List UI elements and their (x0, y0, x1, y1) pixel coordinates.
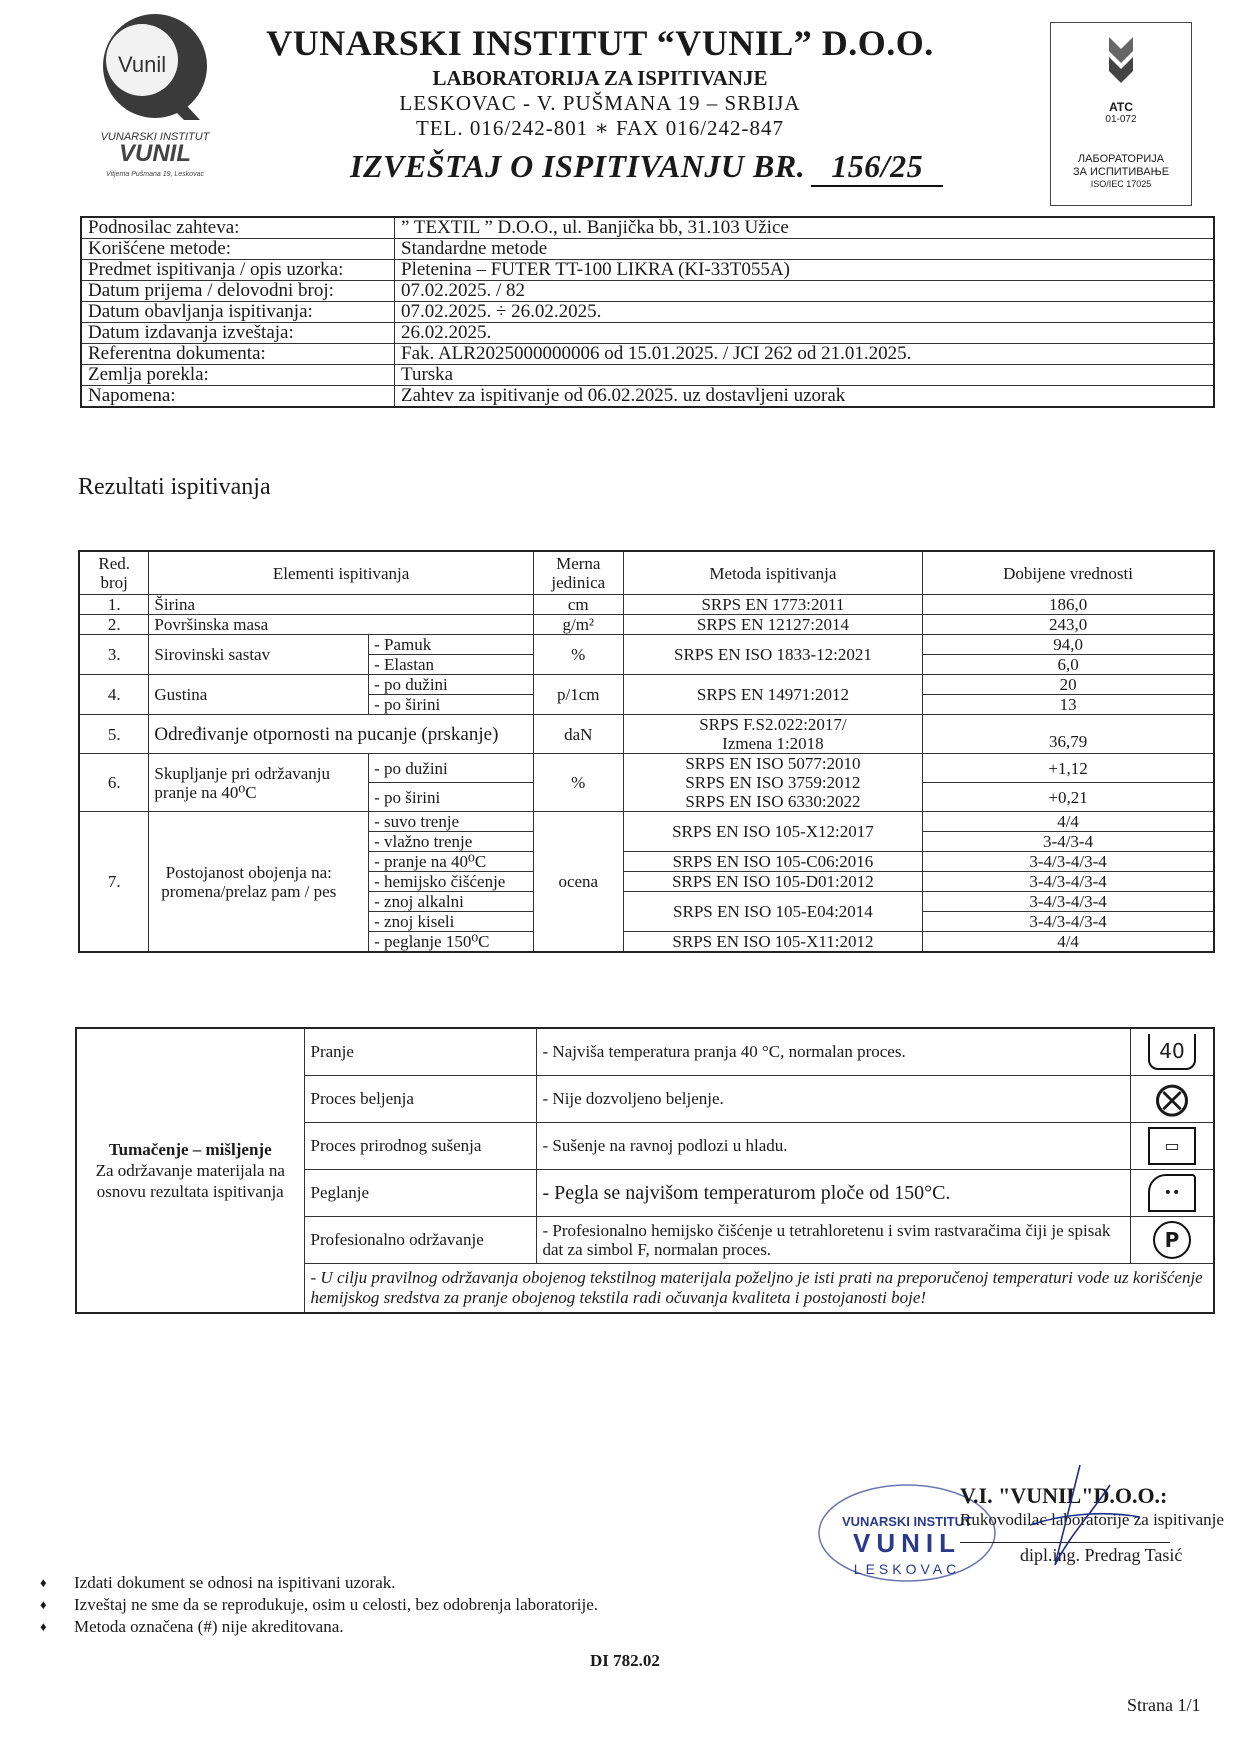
row-method: SRPS EN 1773:2011 (623, 595, 922, 615)
results-header-row (79, 551, 1214, 595)
info-value: 07.02.2025. ÷ 26.02.2025. (395, 302, 1215, 323)
row-no: 6. (79, 754, 149, 812)
institute-logo (80, 8, 230, 188)
method-line: SRPS EN ISO 3759:2012 (685, 773, 861, 792)
info-label: Datum prijema / delovodni broj: (81, 281, 395, 302)
row-no: 7. (79, 812, 149, 953)
info-label: Datum izdavanja izveštaja: (81, 323, 395, 344)
info-row (81, 365, 1214, 386)
info-value: Standardne metode (395, 239, 1215, 260)
info-row (81, 386, 1214, 408)
results-section-title: Rezultati ispitivanja (78, 474, 271, 500)
atc-number: 01-072 (1105, 114, 1137, 125)
care-label: Peglanje (304, 1170, 536, 1217)
care-note: - U cilju pravilnog održavanja obojenog tekstilnog materijala poželjno je isti prati na preporučenoj temperaturi vode uz korišćenje hemijskog sredstva za pranje obojenog tekstila radi očuvanja kvaliteta i postojanosti boje! (304, 1264, 1214, 1314)
interpretation-subtitle: Za održavanje materijala na osnovu rezultata ispitivanja (95, 1161, 285, 1201)
header-method: Metoda ispitivanja (623, 551, 922, 595)
header-unit: Merna jedinica (533, 551, 623, 595)
table-row (79, 635, 1214, 655)
row-name: Određivanje otpornosti na pucanje (prskanje) (149, 715, 533, 754)
row-sub: - Pamuk (369, 635, 534, 655)
row-value: 20 (923, 675, 1214, 695)
care-text: - Pegla se najvišom temperaturom ploče od 150°C. (536, 1170, 1131, 1217)
info-label: Predmet ispitivanja / opis uzorka: (81, 260, 395, 281)
row-value: +1,12 (923, 754, 1214, 783)
info-label: Napomena: (81, 386, 395, 408)
footer-note: ♦ Metoda označena (#) nije akreditovana. (40, 1616, 598, 1638)
row-value: 3-4/3-4/3-4 (923, 852, 1214, 872)
row-sub: - hemijsko čišćenje (369, 872, 534, 892)
row-value: 3-4/3-4 (923, 832, 1214, 852)
method-line: SRPS EN ISO 5077:2010 (685, 754, 861, 773)
row-method: SRPS EN ISO 105-E04:2014 (623, 892, 922, 932)
report-title (350, 148, 943, 187)
row-method: SRPS EN ISO 105-C06:2016 (623, 852, 922, 872)
row-value: 3-4/3-4/3-4 (923, 912, 1214, 932)
logo-sub2: VUNIL (119, 140, 191, 167)
row-value: 186,0 (923, 595, 1214, 615)
info-row (81, 239, 1214, 260)
row-sub: - znoj alkalni (369, 892, 534, 912)
handwritten-signature (1010, 1455, 1160, 1575)
care-row (76, 1028, 1214, 1076)
atc-code: ATC (1109, 100, 1133, 114)
care-text: - Nije dozvoljeno beljenje. (536, 1076, 1131, 1123)
flat-dry-shade-icon: ▭ (1148, 1127, 1196, 1165)
info-label: Podnosilac zahteva: (81, 217, 395, 239)
atc-lab-line2: ЗА ИСПИТИВАЊЕ (1072, 166, 1170, 178)
stamp-line1: VUNARSKI INSTITUT (842, 1514, 972, 1529)
no-bleach-icon: ⨂ (1155, 1079, 1189, 1119)
row-unit: % (533, 635, 623, 675)
header-no: Red. broj (79, 551, 149, 595)
atc-lab-line1: ЛАБОРАТОРИЈА (1077, 153, 1165, 165)
info-value: ” TEXTIL ” D.O.O., ul. Banjička bb, 31.103 Užice (395, 217, 1215, 239)
row-method: SRPS EN 12127:2014 (623, 615, 922, 635)
document-code: DI 782.02 (590, 1651, 660, 1670)
row-value: 3-4/3-4/3-4 (923, 872, 1214, 892)
row-sub: - Elastan (369, 655, 534, 675)
row-name: Gustina (149, 675, 369, 715)
row-value: +0,21 (923, 783, 1214, 812)
row-sub: - vlažno trenje (369, 832, 534, 852)
interpretation-title: Tumačenje – mišljenje (108, 1140, 272, 1159)
address: LESKOVAC - V. PUŠMANA 19 – SRBIJA (399, 91, 801, 115)
info-label: Referentna dokumenta: (81, 344, 395, 365)
info-row (81, 217, 1214, 239)
lab-name: LABORATORIJA ZA ISPITIVANJE (432, 66, 768, 90)
row-value: 6,0 (923, 655, 1214, 675)
row-method: SRPS EN ISO 105-X12:2017 (623, 812, 922, 852)
care-label: Pranje (304, 1028, 536, 1076)
info-label: Korišćene metode: (81, 239, 395, 260)
row-name: Skupljanje pri održavanju pranje na 40⁰C (149, 754, 369, 812)
table-row (79, 715, 1214, 754)
row-value: 36,79 (923, 715, 1214, 754)
table-row (79, 595, 1214, 615)
row-sub: - peglanje 150⁰C (369, 932, 534, 953)
row-name: Širina (149, 595, 533, 615)
row-no: 1. (79, 595, 149, 615)
info-row (81, 281, 1214, 302)
method-line: Izmena 1:2018 (722, 734, 824, 753)
row-sub: - po dužini (369, 675, 534, 695)
care-text: - Sušenje na ravnoj podlozi u hladu. (536, 1123, 1131, 1170)
row-name: Sirovinski sastav (149, 635, 369, 675)
row-sub: - po širini (369, 783, 534, 812)
care-label: Profesionalno održavanje (304, 1217, 536, 1264)
info-value: 26.02.2025. (395, 323, 1215, 344)
row-unit: % (533, 754, 623, 812)
footer-notes (40, 1572, 598, 1638)
row-sub: - po širini (369, 695, 534, 715)
care-text: - Profesionalno hemijsko čišćenje u tetrahloretenu i svim rastvaračima čiji je spisak dat za simbol F, normalan proces. (536, 1217, 1131, 1264)
table-row (79, 675, 1214, 695)
info-label: Datum obavljanja ispitivanja: (81, 302, 395, 323)
info-row (81, 302, 1214, 323)
row-unit: ocena (533, 812, 623, 953)
report-title-text: IZVEŠTAJ O ISPITIVANJU BR. (350, 148, 806, 184)
logo-sub3: Vitjema Pušmana 19, Leskovac (106, 171, 204, 178)
info-value: Zahtev za ispitivanje od 06.02.2025. uz dostavljeni uzorak (395, 386, 1215, 408)
stamp-line3: LESKOVAC (853, 1561, 961, 1577)
table-row (79, 615, 1214, 635)
row-unit: daN (533, 715, 623, 754)
row-unit: cm (533, 595, 623, 615)
row-no: 2. (79, 615, 149, 635)
report-number: 156/25 (811, 148, 943, 187)
row-unit: p/1cm (533, 675, 623, 715)
row-unit: g/m² (533, 615, 623, 635)
logo-sub1: VUNARSKI INSTITUT (100, 131, 210, 143)
signature-role: Rukovodilac laboratorije za ispitivanje (960, 1510, 1224, 1529)
row-name: Postojanost obojenja na: promena/prelaz pam / pes (149, 812, 369, 953)
header-element: Elementi ispitivanja (149, 551, 533, 595)
care-label: Proces beljenja (304, 1076, 536, 1123)
dry-clean-p-icon: P (1153, 1221, 1191, 1259)
row-no: 3. (79, 635, 149, 675)
request-info-table (80, 216, 1215, 408)
row-no: 4. (79, 675, 149, 715)
row-sub: - pranje na 40⁰C (369, 852, 534, 872)
row-method: SRPS EN 14971:2012 (623, 675, 922, 715)
row-method: SRPS EN ISO 1833-12:2021 (623, 635, 922, 675)
footer-note: ♦ Izdati dokument se odnosi na ispitivani uzorak. (40, 1572, 598, 1594)
row-no: 5. (79, 715, 149, 754)
care-text: - Najviša temperatura pranja 40 °C, normalan proces. (536, 1028, 1131, 1076)
footer-note: ♦ Izveštaj ne sme da se reprodukuje, osim u celosti, bez odobrenja laboratorije. (40, 1594, 598, 1616)
phone: TEL. 016/242-801 ∗ FAX 016/242-847 (415, 116, 785, 140)
care-label: Proces prirodnog sušenja (304, 1123, 536, 1170)
row-method: SRPS EN ISO 105-D01:2012 (623, 872, 922, 892)
method-line: SRPS EN ISO 6330:2022 (685, 792, 861, 811)
row-method (623, 715, 922, 754)
stamp-line2: VUNIL (853, 1528, 961, 1558)
interpretation-label (76, 1028, 304, 1313)
row-sub: - znoj kiseli (369, 912, 534, 932)
method-line: SRPS F.S2.022:2017/ (699, 715, 847, 734)
iron-two-dots-icon: •• (1148, 1174, 1196, 1212)
signature-org: V.I. "VUNIL"D.O.O.: (960, 1483, 1168, 1508)
row-value: 94,0 (923, 635, 1214, 655)
row-value: 4/4 (923, 812, 1214, 832)
atc-iso: ISO/IEC 17025 (1090, 179, 1152, 189)
wash-40-icon: 40 (1148, 1034, 1196, 1070)
row-value: 4/4 (923, 932, 1214, 953)
accreditation-box (1050, 22, 1192, 206)
table-row (79, 754, 1214, 783)
info-row (81, 260, 1214, 281)
row-method: SRPS EN ISO 105-X11:2012 (623, 932, 922, 953)
row-value: 243,0 (923, 615, 1214, 635)
atc-logo-icon (1091, 31, 1151, 91)
logo-letters: Vunil (118, 52, 167, 77)
table-row (79, 812, 1214, 832)
info-row (81, 344, 1214, 365)
info-value: Pletenina – FUTER TT-100 LIKRA (KI-33T055A) (395, 260, 1215, 281)
institute-name: VUNARSKI INSTITUT “VUNIL” D.O.O. (266, 23, 934, 63)
row-value: 13 (923, 695, 1214, 715)
row-value: 3-4/3-4/3-4 (923, 892, 1214, 912)
header-block (250, 22, 950, 141)
page-number: Strana 1/1 (1127, 1695, 1201, 1715)
info-value: Fak. ALR2025000000006 od 15.01.2025. / JCI 262 od 21.01.2025. (395, 344, 1215, 365)
info-label: Zemlja porekla: (81, 365, 395, 386)
row-sub: - suvo trenje (369, 812, 534, 832)
row-method (623, 754, 922, 812)
row-sub: - po dužini (369, 754, 534, 783)
info-value: Turska (395, 365, 1215, 386)
interpretation-table (75, 1027, 1215, 1314)
row-name: Površinska masa (149, 615, 533, 635)
info-row (81, 323, 1214, 344)
results-table (78, 550, 1215, 953)
header-value: Dobijene vrednosti (923, 551, 1214, 595)
info-value: 07.02.2025. / 82 (395, 281, 1215, 302)
signature-name: dipl.ing. Predrag Tasić (960, 1542, 1170, 1567)
